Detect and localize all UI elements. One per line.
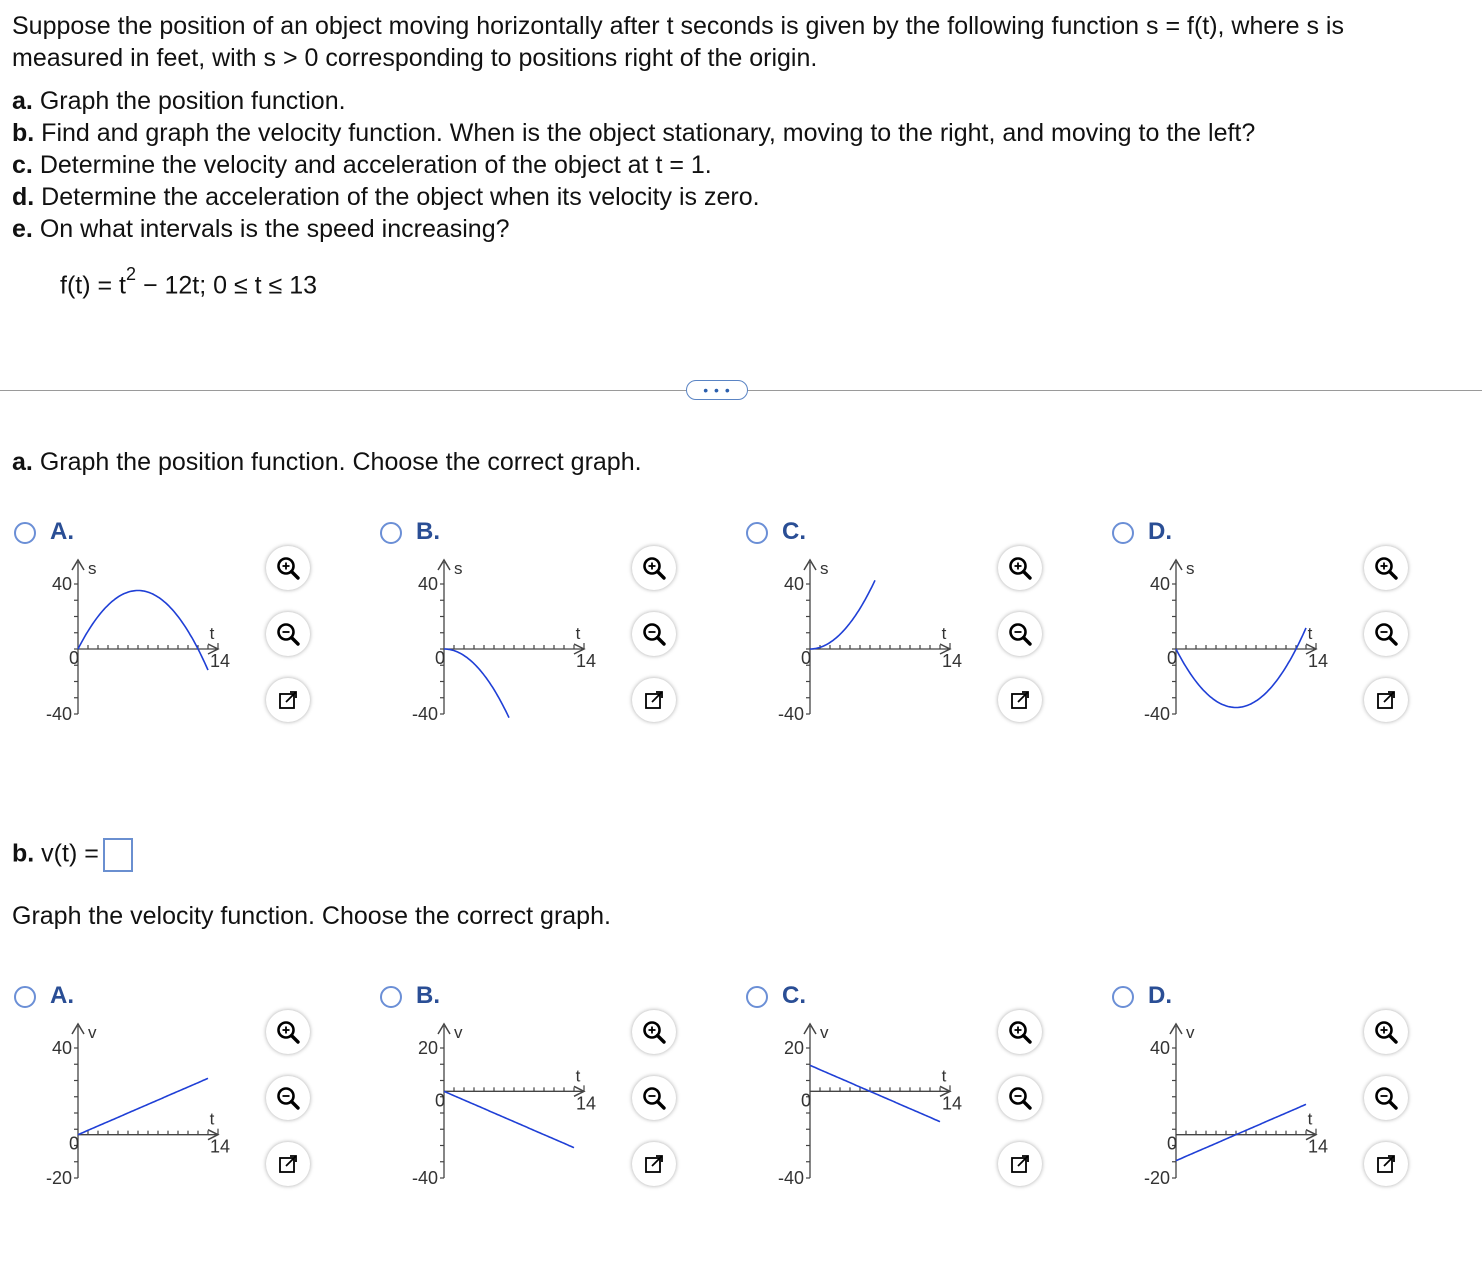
expand-graph-icon[interactable] bbox=[266, 678, 310, 722]
y-axis-variable: v bbox=[1186, 1023, 1195, 1042]
y-axis-variable: s bbox=[88, 559, 97, 578]
y-min-label: -20 bbox=[45, 1168, 72, 1188]
x-axis-variable: t bbox=[941, 624, 947, 643]
function-curve bbox=[810, 580, 875, 649]
section-b-prompt: Graph the velocity function. Choose the correct graph. bbox=[12, 902, 611, 930]
part-c: c. Determine the velocity and acceleration of the object at t = 1. bbox=[12, 151, 712, 179]
velocity-option-b[interactable] bbox=[374, 976, 734, 1216]
radio-button[interactable] bbox=[1112, 522, 1134, 544]
y-min-label: -40 bbox=[411, 704, 438, 724]
zero-label: 0 bbox=[68, 1133, 80, 1154]
problem-statement bbox=[12, 10, 1452, 74]
problem-parts bbox=[12, 85, 1255, 245]
y-axis-variable: v bbox=[820, 1023, 829, 1042]
x-axis-variable: t bbox=[209, 624, 215, 643]
velocity-graph bbox=[1106, 1016, 1366, 1216]
y-max-label: 20 bbox=[783, 1038, 804, 1058]
x-tick-label: 14 bbox=[575, 651, 597, 671]
velocity-answer-input[interactable] bbox=[103, 838, 133, 872]
option-label: D. bbox=[1148, 518, 1172, 545]
zoom-in-icon[interactable] bbox=[1364, 1010, 1408, 1054]
option-label: B. bbox=[416, 982, 440, 1009]
zoom-out-icon[interactable] bbox=[998, 1076, 1042, 1120]
velocity-graph bbox=[740, 1016, 1000, 1216]
expand-graph-icon[interactable] bbox=[1364, 678, 1408, 722]
position-option-c[interactable] bbox=[740, 512, 1100, 752]
position-graph bbox=[740, 552, 1000, 752]
x-axis-variable: t bbox=[1307, 1109, 1313, 1129]
zoom-out-icon[interactable] bbox=[1364, 1076, 1408, 1120]
expand-graph-icon[interactable] bbox=[1364, 1142, 1408, 1186]
zoom-out-icon[interactable] bbox=[266, 1076, 310, 1120]
y-min-label: -40 bbox=[411, 1168, 438, 1188]
y-max-label: 40 bbox=[51, 1038, 72, 1058]
option-label: C. bbox=[782, 982, 806, 1009]
y-axis-variable: v bbox=[454, 1023, 463, 1042]
zero-label: 0 bbox=[434, 648, 446, 668]
y-axis-variable: s bbox=[454, 559, 463, 578]
position-graph bbox=[374, 552, 634, 752]
zoom-in-icon[interactable] bbox=[998, 1010, 1042, 1054]
zoom-out-icon[interactable] bbox=[1364, 612, 1408, 656]
function-curve bbox=[78, 1078, 208, 1134]
function-curve bbox=[1176, 628, 1306, 708]
zero-label: 0 bbox=[800, 1090, 812, 1111]
y-max-label: 40 bbox=[1149, 574, 1170, 594]
velocity-option-c[interactable] bbox=[740, 976, 1100, 1216]
zoom-in-icon[interactable] bbox=[266, 1010, 310, 1054]
part-a: a. Graph the position function. bbox=[12, 87, 346, 115]
function-curve bbox=[444, 649, 509, 718]
velocity-option-d[interactable] bbox=[1106, 976, 1466, 1216]
x-tick-label: 14 bbox=[941, 651, 963, 671]
option-label: D. bbox=[1148, 982, 1172, 1009]
zoom-in-icon[interactable] bbox=[632, 546, 676, 590]
x-tick-label: 14 bbox=[1307, 1136, 1329, 1157]
x-tick-label: 14 bbox=[1307, 651, 1329, 671]
function-curve bbox=[810, 1065, 940, 1121]
position-graph bbox=[8, 552, 268, 752]
part-e: e. On what intervals is the speed increasing? bbox=[12, 215, 510, 243]
radio-button[interactable] bbox=[380, 522, 402, 544]
zoom-in-icon[interactable] bbox=[998, 546, 1042, 590]
part-b: b. Find and graph the velocity function. When is the object stationary, moving to the right, and moving to the left? bbox=[12, 119, 1256, 147]
zoom-in-icon[interactable] bbox=[1364, 546, 1408, 590]
radio-button[interactable] bbox=[14, 986, 36, 1008]
x-tick-label: 14 bbox=[209, 651, 231, 671]
zoom-out-icon[interactable] bbox=[632, 1076, 676, 1120]
x-axis-variable: t bbox=[575, 624, 581, 643]
radio-button[interactable] bbox=[1112, 986, 1134, 1008]
function-curve bbox=[78, 591, 208, 671]
y-min-label: -40 bbox=[777, 1168, 804, 1188]
y-max-label: 20 bbox=[417, 1038, 438, 1058]
problem-intro: Suppose the position of an object moving horizontally after t seconds is given by the following function s = f(t), where s is measured in feet, with s > 0 corresponding to positions right of the origin. bbox=[12, 12, 1344, 72]
function-curve bbox=[444, 1091, 574, 1147]
y-min-label: -40 bbox=[45, 704, 72, 724]
zero-label: 0 bbox=[1166, 1133, 1178, 1154]
radio-button[interactable] bbox=[746, 522, 768, 544]
x-tick-label: 14 bbox=[575, 1093, 597, 1114]
x-axis-variable: t bbox=[941, 1066, 947, 1086]
x-tick-label: 14 bbox=[941, 1093, 963, 1114]
part-d: d. Determine the acceleration of the object when its velocity is zero. bbox=[12, 183, 760, 211]
zero-label: 0 bbox=[800, 648, 812, 668]
position-graph bbox=[1106, 552, 1366, 752]
zoom-out-icon[interactable] bbox=[632, 612, 676, 656]
zoom-in-icon[interactable] bbox=[266, 546, 310, 590]
zero-label: 0 bbox=[434, 1090, 446, 1111]
x-tick-label: 14 bbox=[209, 1136, 231, 1157]
option-label: A. bbox=[50, 518, 74, 545]
y-min-label: -40 bbox=[777, 704, 804, 724]
zoom-out-icon[interactable] bbox=[266, 612, 310, 656]
y-axis-variable: s bbox=[820, 559, 829, 578]
y-axis-variable: s bbox=[1186, 559, 1195, 578]
radio-button[interactable] bbox=[380, 986, 402, 1008]
position-option-b[interactable] bbox=[374, 512, 734, 752]
position-option-d[interactable] bbox=[1106, 512, 1466, 752]
x-axis-variable: t bbox=[575, 1066, 581, 1086]
radio-button[interactable] bbox=[14, 522, 36, 544]
y-max-label: 40 bbox=[417, 574, 438, 594]
y-min-label: -40 bbox=[1143, 704, 1170, 724]
expand-graph-icon[interactable] bbox=[632, 678, 676, 722]
expand-more-button[interactable]: • • • bbox=[686, 380, 748, 400]
expand-graph-icon[interactable] bbox=[266, 1142, 310, 1186]
zoom-out-icon[interactable] bbox=[998, 612, 1042, 656]
y-max-label: 40 bbox=[783, 574, 804, 594]
velocity-option-a[interactable] bbox=[8, 976, 368, 1216]
y-axis-variable: v bbox=[88, 1023, 97, 1042]
zero-label: 0 bbox=[1166, 648, 1178, 668]
zoom-in-icon[interactable] bbox=[632, 1010, 676, 1054]
option-label: A. bbox=[50, 982, 74, 1009]
y-min-label: -20 bbox=[1143, 1168, 1170, 1188]
y-max-label: 40 bbox=[1149, 1038, 1170, 1058]
x-axis-variable: t bbox=[1307, 624, 1313, 643]
expand-graph-icon[interactable] bbox=[998, 1142, 1042, 1186]
option-label: C. bbox=[782, 518, 806, 545]
y-max-label: 40 bbox=[51, 574, 72, 594]
x-axis-variable: t bbox=[209, 1109, 215, 1129]
expand-graph-icon[interactable] bbox=[998, 678, 1042, 722]
function-definition: $f(t) = t^2 - 12t$; 0 ≤ t ≤ 13 bbox=[60, 264, 318, 300]
position-option-a[interactable] bbox=[8, 512, 368, 752]
expand-graph-icon[interactable] bbox=[632, 1142, 676, 1186]
velocity-answer-row: b. v(t) = bbox=[12, 838, 133, 872]
velocity-graph bbox=[8, 1016, 268, 1216]
option-label: B. bbox=[416, 518, 440, 545]
velocity-graph bbox=[374, 1016, 634, 1216]
radio-button[interactable] bbox=[746, 986, 768, 1008]
zero-label: 0 bbox=[68, 648, 80, 668]
section-a-prompt: a. Graph the position function. Choose the correct graph. bbox=[12, 448, 642, 476]
